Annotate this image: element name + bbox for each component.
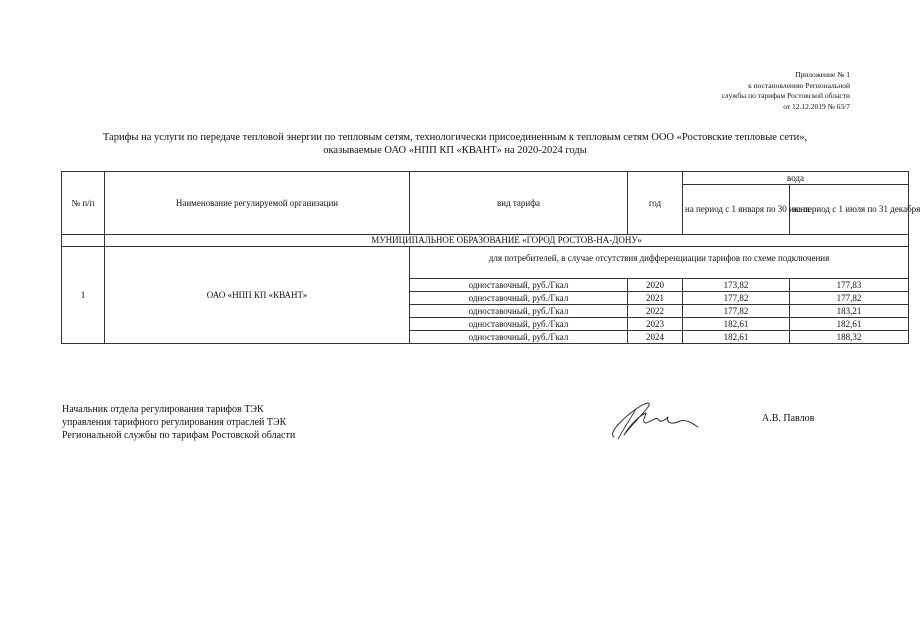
handwritten-signature [600,397,710,443]
appendix-line-1: Приложение № 1 [795,70,850,79]
tariff-type-cell: одноставочный, руб./Гкал [410,331,628,344]
header-org: Наименование регулируемой организации [105,172,410,235]
period-2-value: 177,82 [790,292,909,305]
tariff-type-cell: одноставочный, руб./Гкал [410,305,628,318]
signatory-line-1: Начальник отдела регулирования тарифов ТЭК [62,404,264,415]
title-line-1: Тарифы на услуги по передаче тепловой энергии по тепловым сетям, технологически присоединенным к тепловым сетям ООО «Ростовские тепловые сети», [102,132,808,143]
consumers-gap-cell [410,270,909,279]
tariff-type-cell: одноставочный, руб./Гкал [410,292,628,305]
year-cell: 2022 [628,305,683,318]
signatory-name: А.В. Павлов [762,413,815,424]
appendix-note [550,70,850,112]
municipality-num-cell [62,235,105,247]
signatory-line-2: управления тарифного регулирования отраслей ТЭК [62,417,287,428]
tariff-table [61,171,920,344]
period-2-value: 188,32 [790,331,909,344]
year-cell: 2020 [628,279,683,292]
period-1-value: 177,82 [683,305,790,318]
header-year: год [628,172,683,235]
period-2-value: 182,61 [790,318,909,331]
header-row-1 [62,172,909,185]
period-1-value: 182,61 [683,331,790,344]
municipality-row [62,235,909,247]
header-tariff-type: вид тарифа [410,172,628,235]
tariff-type-cell: одноставочный, руб./Гкал [410,279,628,292]
header-period-2: на период с 1 июля по 31 декабря [790,185,909,235]
signatory-position [62,403,295,442]
consumers-row [62,247,909,270]
year-cell: 2021 [628,292,683,305]
header-period-1: на период с 1 января по 30 июня [683,185,790,235]
title-line-2: оказываемые ОАО «НПП КП «КВАНТ» на 2020-2024 годы [323,145,587,156]
period-1-value: 177,82 [683,292,790,305]
municipality-name: МУНИЦИПАЛЬНОЕ ОБРАЗОВАНИЕ «ГОРОД РОСТОВ-НА-ДОНУ» [105,235,909,247]
appendix-line-4: от 12.12.2019 № 63/7 [783,101,850,111]
row-number: 1 [62,247,105,344]
consumers-note: для потребителей, в случае отсутствия дифференциации тарифов по схеме подключения [410,247,909,270]
appendix-line-3: службы по тарифам Ростовской области [721,91,850,100]
period-2-value: 177,83 [790,279,909,292]
tariff-type-cell: одноставочный, руб./Гкал [410,318,628,331]
appendix-line-2: к постановлению Региональной [748,80,850,90]
signatory-line-3: Региональной службы по тарифам Ростовской области [62,430,296,441]
org-name: ОАО «НПП КП «КВАНТ» [105,247,410,344]
year-cell: 2024 [628,331,683,344]
period-2-value: 183,21 [790,305,909,318]
year-cell: 2023 [628,318,683,331]
header-num: № п/п [62,172,105,235]
document-title [40,131,870,157]
period-1-value: 182,61 [683,318,790,331]
header-water: вода [683,172,909,185]
period-1-value: 173,82 [683,279,790,292]
